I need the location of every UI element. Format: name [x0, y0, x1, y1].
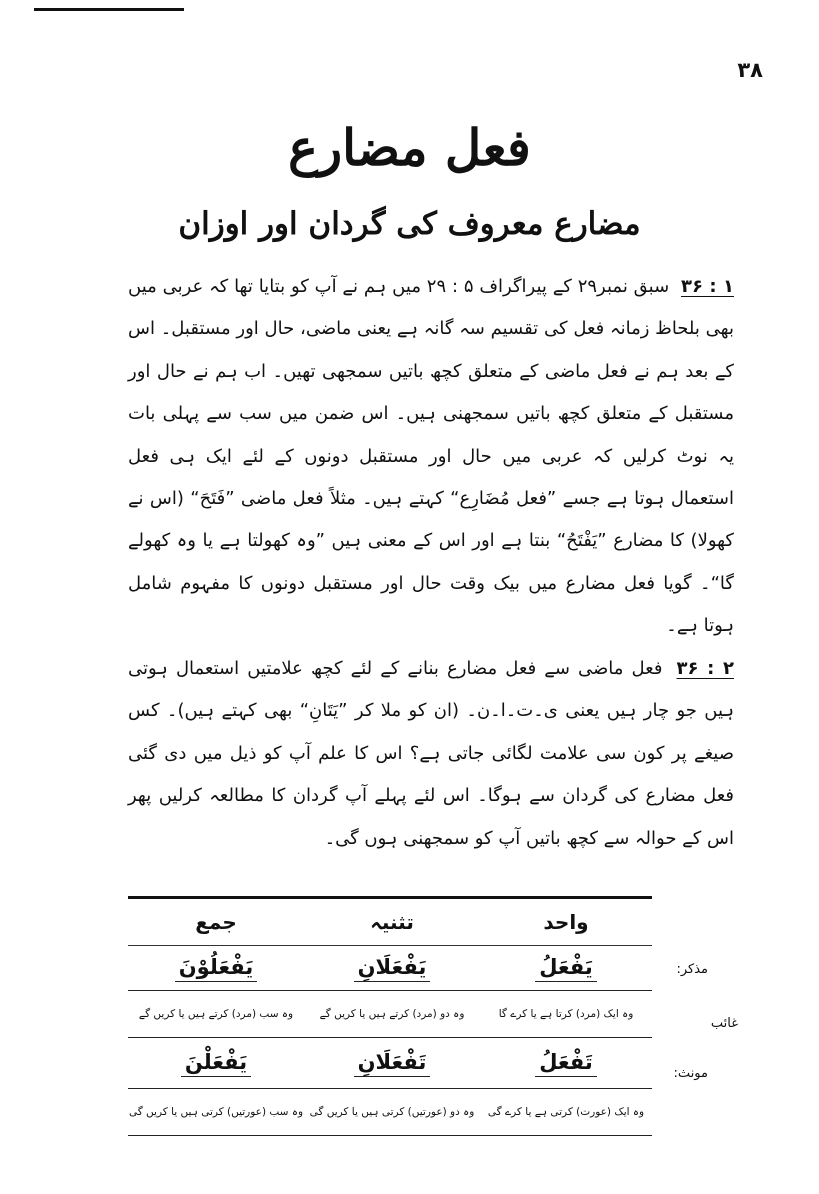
top-rule — [34, 8, 184, 11]
page-subtitle: مضارع معروف کی گردان اور اوزان — [178, 206, 641, 242]
label-muannath: مونث: — [673, 1066, 708, 1081]
meaning-mudhakkar-wahid: وہ ایک (مرد) کرتا ہے یا کرے گا — [480, 991, 652, 1038]
form-muannath-wahid: تَفْعَلُ — [535, 1050, 597, 1077]
cell-form — [480, 946, 652, 991]
form-mudhakkar-tathniya: یَفْعَلَانِ — [354, 955, 431, 982]
form-mudhakkar-wahid: یَفْعَلُ — [535, 955, 597, 982]
label-mudhakkar: مذکر: — [676, 962, 708, 977]
meaning-muannath-wahid: وہ ایک (عورت) کرتی ہے یا کرے گی — [480, 1089, 652, 1136]
header-jama: جمع — [128, 898, 304, 946]
table-row — [128, 946, 652, 991]
header-tathniya: تثنیہ — [304, 898, 480, 946]
conjugation-table — [128, 896, 652, 1136]
meaning-muannath-jama: وہ سب (عورتیں) کرتی ہیں یا کریں گی — [128, 1089, 304, 1136]
form-muannath-tathniya: تَفْعَلَانِ — [354, 1050, 431, 1077]
cell-form — [128, 946, 304, 991]
page-title: فعل مضارع — [288, 118, 531, 177]
paragraph-1 — [128, 266, 734, 646]
cell-form — [304, 1038, 480, 1089]
table-row — [128, 1089, 652, 1136]
table-row — [128, 991, 652, 1038]
paragraph-2 — [128, 648, 734, 878]
meaning-mudhakkar-jama: وہ سب (مرد) کرتے ہیں یا کریں گے — [128, 991, 304, 1038]
header-wahid: واحد — [480, 898, 652, 946]
table-row — [128, 1038, 652, 1089]
meaning-mudhakkar-tathniya: وہ دو (مرد) کرتے ہیں یا کریں گے — [304, 991, 480, 1038]
paragraph-text: فعل ماضی سے فعل مضارع بنانے کے لئے کچھ علامتیں استعمال ہوتی ہیں جو چار ہیں یعنی ی۔ت۔ا۔ن۔ (ان کو ملا کر ”یَتَانِ“ بھی کہتے ہیں)۔ کس صیغے پر کون سی علامت لگائی جاتی ہے؟ اس کا علم آپ کو ذیل میں دی گئی فعل مضارع کی گردان سے ہوگا۔ اس لئے پہلے آپ گردان کا مطالعہ کرلیں پھر اس کے حوالہ سے کچھ باتیں آپ کو سمجھنی ہوں گی۔ — [128, 658, 734, 849]
cell-form — [480, 1038, 652, 1089]
meaning-muannath-tathniya: وہ دو (عورتیں) کرتی ہیں یا کریں گی — [304, 1089, 480, 1136]
label-ghaib: غائب — [710, 1016, 738, 1031]
page-number: ۳۸ — [737, 58, 763, 82]
paragraph-number: ۲ : ۳۶ — [676, 658, 735, 679]
paragraph-number: ۱ : ۳۶ — [681, 276, 734, 297]
cell-form — [128, 1038, 304, 1089]
table-header-row — [128, 898, 652, 946]
form-mudhakkar-jama: یَفْعَلُوْنَ — [175, 955, 258, 982]
form-muannath-jama: یَفْعَلْنَ — [181, 1050, 251, 1077]
paragraph-text: سبق نمبر۲۹ کے پیراگراف ۵ : ۲۹ میں ہم نے آپ کو بتایا تھا کہ عربی میں بھی بلحاظ زمانہ فعل کی تقسیم سہ گانہ ہے یعنی ماضی، حال اور مستقبل۔ اس کے بعد ہم نے فعل ماضی کے متعلق کچھ باتیں سمجھی تھیں۔ اب ہم نے حال اور مستقبل کے متعلق کچھ باتیں سمجھنی ہیں۔ اس ضمن میں سب سے پہلی بات یہ نوٹ کرلیں کہ عربی میں حال اور مستقبل دونوں کے لئے ایک ہی فعل استعمال ہوتا ہے جسے ”فعل مُضَارِع“ کہتے ہیں۔ مثلاً فعل ماضی ”فَتَحَ“ (اس نے کھولا) کا مضارع ”یَفْتَحُ“ بنتا ہے اور اس کے معنی ہیں ”وہ کھولتا ہے یا وہ کھولے گا“۔ گویا فعل مضارع میں بیک وقت حال اور مستقبل دونوں کا مفہوم شامل ہوتا ہے۔ — [128, 276, 734, 637]
cell-form — [304, 946, 480, 991]
